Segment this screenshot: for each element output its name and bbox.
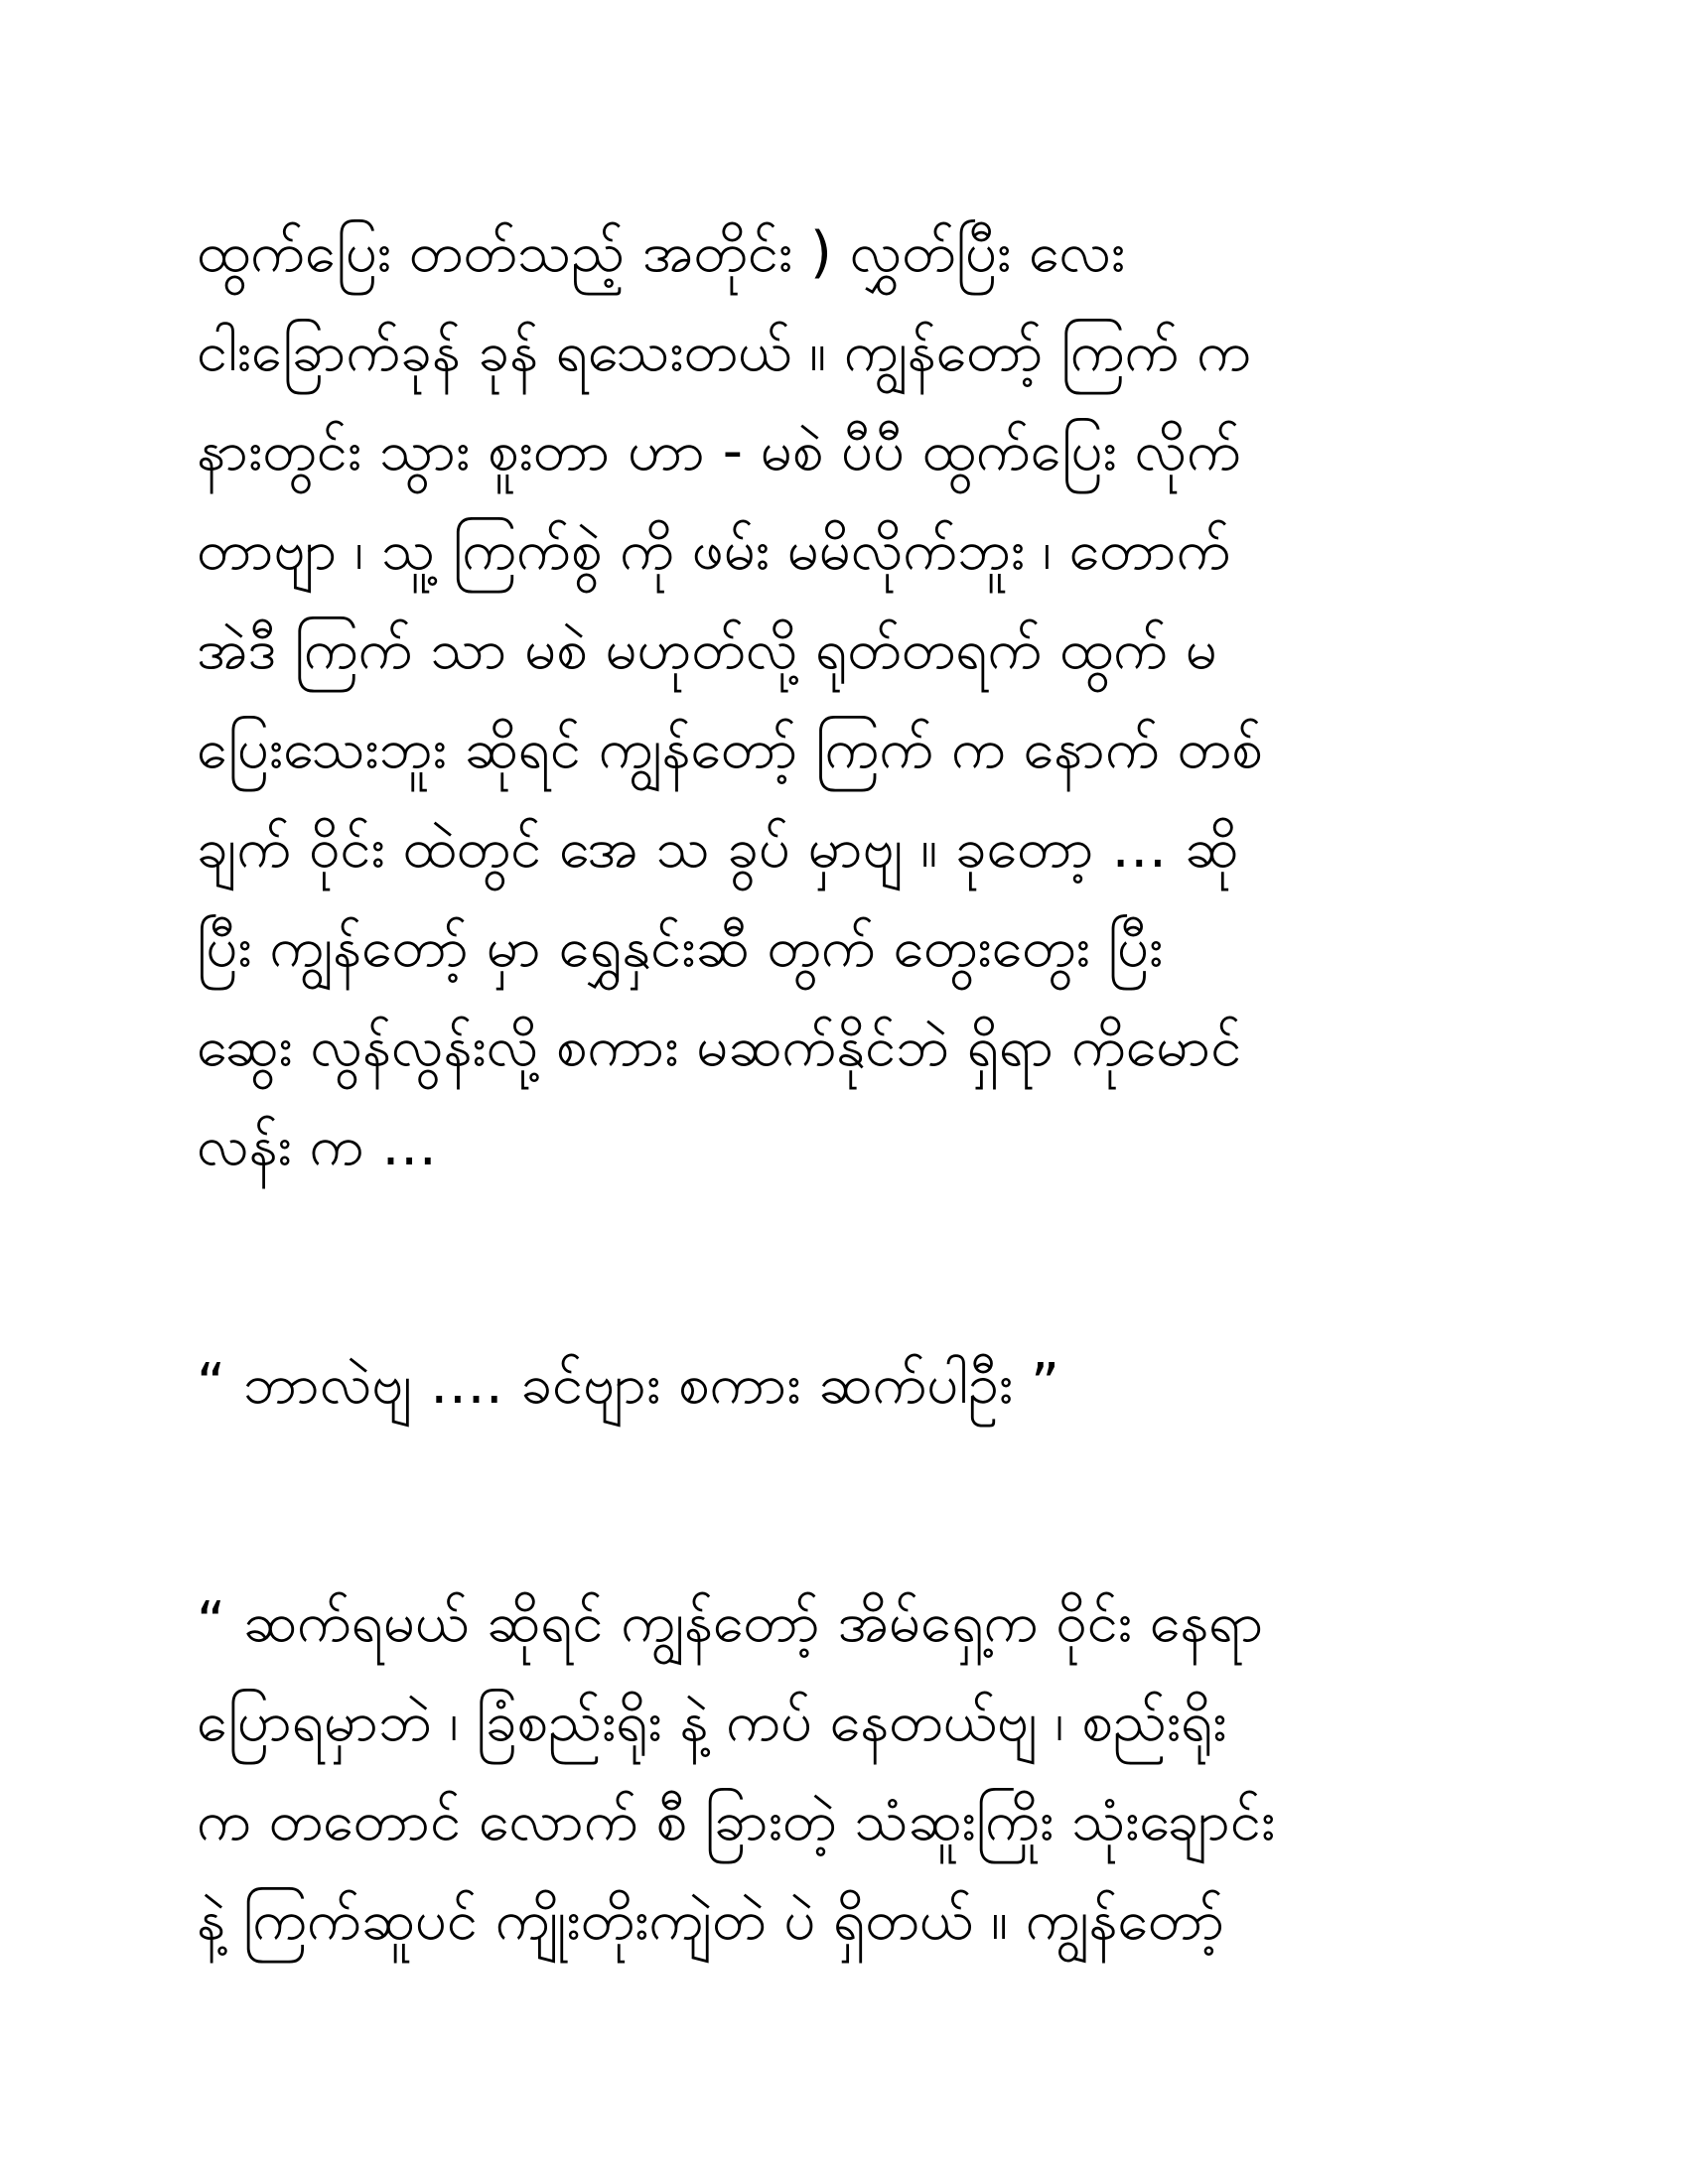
text-line: တာဗျာ ၊ သူ့ ကြက်စွဲ ကို ဖမ်း မမိလိုက်ဘူး ၊ တောက် [197,518,1231,583]
text-line: လန်း က … [197,1114,438,1178]
dialogue-line: “ ဆက်ရမယ် ဆိုရင် ကျွန်တော့် အိမ်ရှေ့က ဝိုင်း နေရာ [197,1590,1264,1655]
text-line: ချက် ဝိုင်း ထဲတွင် အေ သ ခွပ် မှာဗျ ။ ခုတော့ … ဆို [197,816,1239,881]
dialogue-line: “ ဘာလဲဗျ …. ခင်ဗျား စကား ဆက်ပါဦး ” [197,1352,1059,1417]
text-line: နားတွင်း သွား စူးတာ ဟာ - မစဲ ပီပီ ထွက်ပြေး လိုက် [197,419,1241,483]
text-line: က တတောင် လောက် စီ ခြားတဲ့ သံဆူးကြိုး သုံးချောင်း [197,1789,1276,1853]
text-line: ငါးခြောက်ခုန် ခုန် ရသေးတယ် ။ ကျွန်တော့် ကြက် က [197,320,1251,384]
text-line: အဲဒီ ကြက် သာ မစဲ မဟုတ်လို့ ရုတ်တရက် ထွက် မ [197,617,1217,682]
text-line: နဲ့ ကြက်ဆူပင် ကျိုးတိုးကျဲတဲ ပဲ ရှိတယ် ။ ကျွန်တော့် [197,1888,1225,1953]
text-line: ပြောရမှာဘဲ ၊ ခြံစည်းရိုး နဲ့ ကပ် နေတယ်ဗျ ၊ စည်းရိုး [197,1690,1227,1754]
text-line: ဆွေး လွန်လွန်းလို့ စကား မဆက်နိုင်ဘဲ ရှိရာ ကိုမောင် [197,1015,1242,1079]
text-line: ပြေးသေးဘူး ဆိုရင် ကျွန်တော့် ကြက် က နောက် တစ် [197,717,1263,781]
text-line: ပြီး ကျွန်တော့် မှာ ရွှေနှင်းဆီ တွက် တွေးတွေး ပြီး [197,915,1164,980]
text-line: ထွက်ပြေး တတ်သည့် အတိုင်း ) လွှတ်ပြီး လေး [197,220,1126,285]
